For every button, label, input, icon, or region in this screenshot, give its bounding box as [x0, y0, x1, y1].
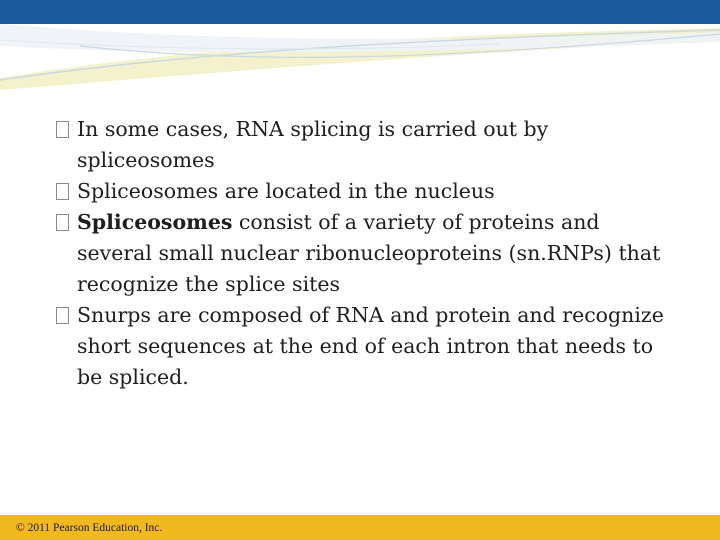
bullet-item — [56, 300, 676, 393]
bullet-item — [56, 114, 676, 176]
square-bullet-icon — [56, 307, 69, 324]
square-bullet-icon — [56, 121, 69, 138]
bullet-item — [56, 207, 676, 300]
bold-term: Spliceosomes — [77, 210, 233, 234]
copyright-notice: © 2011 Pearson Education, Inc. — [16, 522, 163, 534]
decorative-swoosh — [0, 20, 720, 90]
bullet-list — [56, 114, 676, 393]
bullet-text: In some cases, RNA splicing is carried out by spliceosomes — [77, 117, 549, 172]
square-bullet-icon — [56, 183, 69, 200]
bullet-text: Spliceosomes are located in the nucleus — [77, 179, 495, 203]
bullet-text: Snurps are composed of RNA and protein and recognize short sequences at the end of each intron that needs to be spliced. — [77, 303, 664, 389]
bullet-text: consist of a variety of proteins and several small nuclear ribonucleoproteins (sn.RNPs) that recognize the splice sites — [77, 210, 661, 296]
bullet-item — [56, 176, 676, 207]
square-bullet-icon — [56, 214, 69, 231]
